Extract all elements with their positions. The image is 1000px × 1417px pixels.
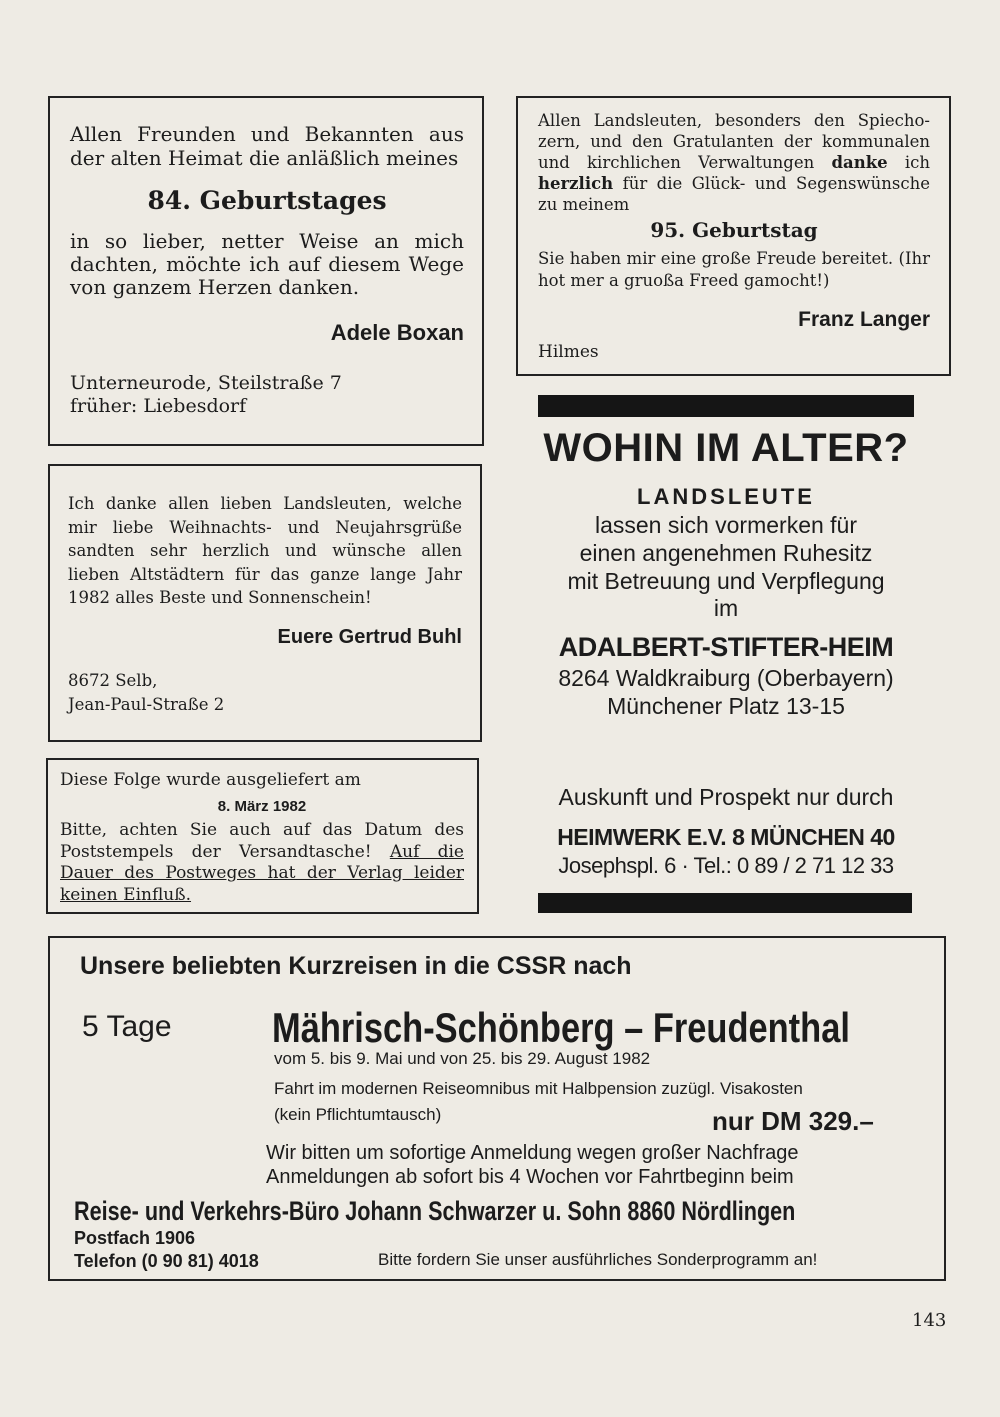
ad2-name: Franz Langer [798, 308, 930, 331]
heim-line2: einen angenehmen Ruhesitz [579, 540, 873, 566]
heim-headline: WOHIN IM ALTER? [543, 426, 909, 470]
ad1-heading: 84. Geburtstages [147, 186, 387, 215]
heim-org: HEIMWERK E.V. 8 MÜNCHEN 40 [557, 824, 895, 850]
ad2-text-part3: für die Glück- und Segenswünsche zu meinem [538, 174, 930, 214]
notice-text [60, 820, 464, 906]
notice-text-underlined: Auf die Dauer des Postweges hat der Verlag leider keinen Einfluß. [60, 841, 464, 905]
ad3-address1: 8672 Selb, [68, 671, 158, 690]
heim-name: ADALBERT-STIFTER-HEIM [558, 632, 894, 662]
travel-price: nur DM 329.– [712, 1106, 874, 1136]
birthday-ad-boxan [48, 96, 484, 446]
heim-line3: mit Betreuung und Verpflegung [567, 568, 885, 594]
ad1-text: in so lieber, netter Weise an mich dachten, möchte ich auf diesem Wege von ganzem Herzen danken. [70, 229, 464, 299]
notice-date: 8. März 1982 [217, 798, 307, 815]
heim-line1: lassen sich vormerken für [594, 512, 858, 538]
notice-text-plain: Bitte, achten Sie auch auf das Datum des Poststempels der Versandtasche! [60, 820, 464, 862]
ad1-address2: früher: Liebesdorf [70, 395, 247, 417]
ad2-text-part1: Allen Landsleuten, besonders den Spiecho-zern, und den Gratulanten der kommunalen und kirchlichen Verwaltungen [538, 111, 930, 172]
travel-title: Unsere beliebten Kurzreisen in die CSSR nach [80, 952, 632, 980]
heim-sub: LANDSLEUTE [637, 484, 815, 509]
heim-addr2: Münchener Platz 13-15 [607, 693, 845, 719]
top-black-bar [538, 395, 914, 417]
ad2-text [538, 110, 930, 215]
heim-ad [520, 420, 932, 720]
travel-phone: Telefon (0 90 81) 4018 [74, 1251, 259, 1271]
notice-line1: Diese Folge wurde ausgeliefert am [60, 770, 361, 790]
heim-contact-block [520, 780, 932, 880]
travel-destination: Mährisch-Schönberg – Freudenthal [272, 1004, 850, 1051]
ad2-text-part2: ich [904, 153, 931, 172]
page-number: 143 [912, 1310, 947, 1331]
travel-duration: 5 Tage [82, 1010, 172, 1043]
heim-contact: Josephspl. 6 · Tel.: 0 89 / 2 71 12 33 [558, 853, 894, 878]
travel-company: Reise- und Verkehrs-Büro Johann Schwarzer u. Sohn 8860 Nördlingen [74, 1196, 796, 1226]
ad2-text2: Sie haben mir eine große Freude bereitet. (Ihr hot mer a gruoßa Freed gamocht!) [538, 249, 930, 290]
heim-line4: im [713, 595, 739, 621]
ad3-text: Ich danke allen lieben Landsleuten, welche mir liebe Weihnachts- und Neujahrsgrüße sandten sehr herzlich und wünsche allen lieben Altstädtern für das ganze lange Jahr 1982 alles Beste und Sonnenschein! [68, 494, 462, 607]
travel-request1: Wir bitten um sofortige Anmeldung wegen großer Nachfrage [266, 1142, 799, 1164]
bottom-black-bar [538, 893, 912, 913]
ad2-place: Hilmes [538, 342, 599, 362]
ad2-heading: 95. Geburtstag [650, 218, 818, 242]
ad1-intro: Allen Freunden und Bekannten aus der alten Heimat die anläßlich meines [70, 122, 464, 170]
travel-request2: Anmeldungen ab sofort bis 4 Wochen vor Fahrtbeginn beim [266, 1166, 794, 1188]
travel-destination-wrap [272, 1004, 920, 1052]
ad1-name: Adele Boxan [330, 320, 464, 345]
birthday-ad-langer [516, 96, 951, 376]
travel-details: Fahrt im modernen Reiseomnibus mit Halbpension zuzügl. Visakosten [274, 1079, 803, 1098]
travel-dates: vom 5. bis 9. Mai und von 25. bis 29. August 1982 [274, 1049, 651, 1068]
ad2-bold-herzlich: herzlich [538, 174, 614, 193]
ad1-address1: Unterneurode, Steilstraße 7 [70, 372, 342, 394]
ad3-address2: Jean-Paul-Straße 2 [68, 695, 225, 714]
travel-ad [48, 936, 946, 1281]
ad3-name: Euere Gertrud Buhl [277, 626, 462, 648]
thanks-ad-buhl [48, 464, 482, 742]
delivery-notice [46, 758, 479, 914]
heim-info: Auskunft und Prospekt nur durch [558, 784, 894, 810]
travel-company-wrap [74, 1196, 924, 1227]
heim-addr1: 8264 Waldkraiburg (Oberbayern) [558, 665, 894, 691]
travel-program: Bitte fordern Sie unser ausführliches Sonderprogramm an! [378, 1250, 818, 1269]
travel-note: (kein Pflichtumtausch) [274, 1105, 442, 1124]
travel-postfach: Postfach 1906 [74, 1228, 196, 1248]
ad2-bold-danke: danke [831, 153, 888, 172]
